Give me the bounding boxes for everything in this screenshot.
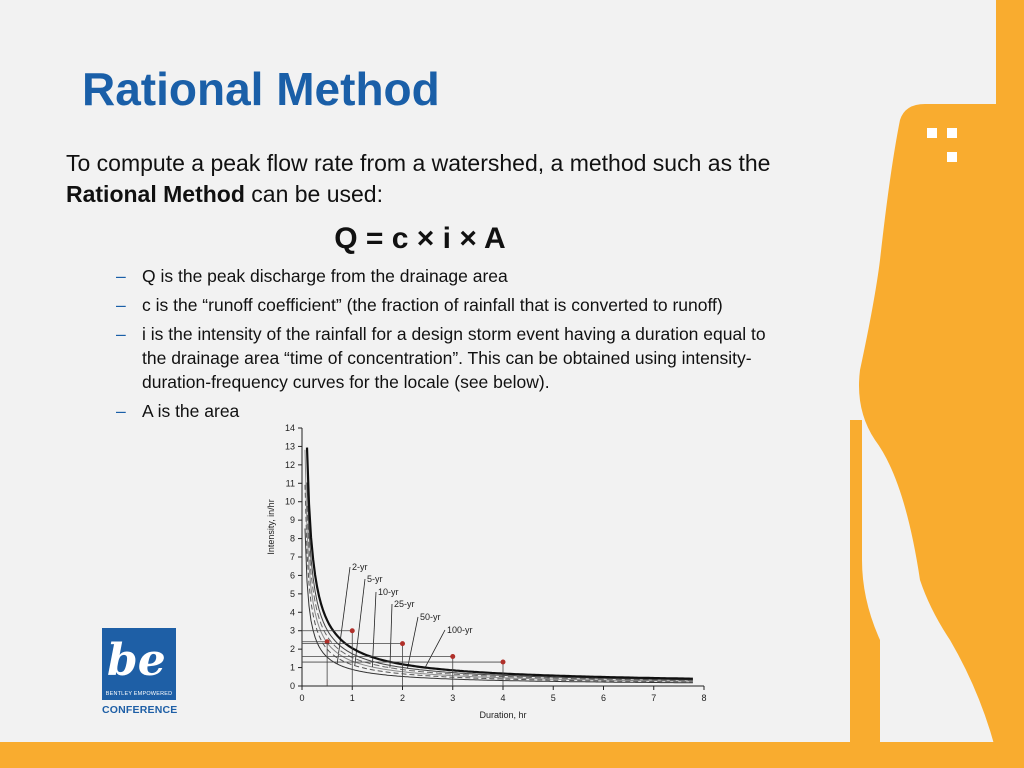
y-tick-label: 0 bbox=[289, 681, 295, 691]
bullet-item bbox=[112, 293, 792, 317]
logo-subtitle: BENTLEY EMPOWERED bbox=[103, 691, 175, 697]
y-tick-label: 10 bbox=[284, 496, 295, 507]
data-point-marker bbox=[501, 660, 506, 665]
x-tick-label: 3 bbox=[450, 693, 456, 703]
series-leader-line bbox=[408, 617, 418, 668]
logo-badge bbox=[102, 628, 176, 700]
bullet-list bbox=[112, 264, 792, 428]
x-tick-label: 4 bbox=[500, 693, 506, 703]
bullet-marker: – bbox=[116, 324, 126, 344]
data-point-marker bbox=[350, 628, 355, 633]
y-tick-label: 8 bbox=[289, 533, 295, 544]
bullet-marker: – bbox=[116, 266, 126, 286]
bullet-text: c is the “runoff coefficient” (the fraction of rainfall that is converted to runoff) bbox=[142, 295, 723, 315]
data-point-marker bbox=[450, 654, 455, 659]
x-tick-label: 2 bbox=[399, 693, 406, 703]
series-label: 2-yr bbox=[352, 562, 368, 572]
idf-chart bbox=[262, 420, 722, 725]
y-tick-label: 13 bbox=[284, 441, 295, 452]
bullet-marker: – bbox=[116, 295, 126, 315]
intro-text-end: can be used: bbox=[244, 181, 383, 207]
series-line-2-yr bbox=[305, 529, 693, 683]
intro-text-start: To compute a peak flow rate from a watershed, a method such as the bbox=[66, 150, 771, 176]
intro-text-bold: Rational Method bbox=[66, 181, 245, 207]
bullet-text: i is the intensity of the rainfall for a design storm event having a duration equal to the drainage area “time of concentration”. This can be obtained using intensity-duration-frequency curves for the locale (see below). bbox=[142, 324, 766, 392]
x-tick-label: 6 bbox=[600, 693, 607, 703]
series-leader-line bbox=[390, 604, 392, 668]
y-tick-label: 4 bbox=[289, 607, 295, 618]
white-window-square bbox=[947, 128, 957, 138]
logo-mark: be bbox=[107, 635, 166, 686]
series-label: 5-yr bbox=[367, 574, 383, 584]
y-tick-label: 11 bbox=[285, 478, 295, 489]
series-label: 10-yr bbox=[378, 587, 399, 597]
y-tick-label: 9 bbox=[289, 515, 295, 526]
orange-pillar-shape bbox=[850, 420, 880, 742]
y-tick-label: 12 bbox=[284, 459, 295, 470]
y-tick-label: 3 bbox=[289, 625, 295, 636]
data-point-marker bbox=[400, 641, 405, 646]
series-label: 25-yr bbox=[394, 599, 415, 609]
x-tick-label: 8 bbox=[701, 693, 707, 703]
series-leader-line bbox=[337, 567, 350, 664]
intro-paragraph bbox=[66, 148, 806, 210]
series-label: 50-yr bbox=[420, 612, 441, 622]
bullet-marker: – bbox=[116, 401, 126, 421]
x-tick-label: 7 bbox=[651, 693, 657, 703]
series-leader-line bbox=[372, 592, 376, 667]
y-tick-label: 1 bbox=[289, 662, 295, 673]
bullet-text: Q is the peak discharge from the drainage area bbox=[142, 266, 508, 286]
orange-tower-shape bbox=[996, 0, 1024, 110]
orange-building-shape bbox=[859, 104, 1024, 768]
y-tick-label: 2 bbox=[289, 644, 295, 655]
bottom-orange-band bbox=[0, 742, 1024, 768]
x-axis-label: Duration, hr bbox=[479, 710, 527, 720]
bullet-item bbox=[112, 322, 792, 394]
conference-logo bbox=[102, 628, 176, 720]
x-tick-label: 1 bbox=[349, 693, 355, 703]
y-axis-label: Intensity, in/hr bbox=[266, 499, 276, 555]
bullet-text: A is the area bbox=[142, 401, 240, 421]
y-tick-label: 14 bbox=[284, 423, 295, 433]
series-label: 100-yr bbox=[447, 625, 473, 635]
bullet-item bbox=[112, 264, 792, 288]
y-tick-label: 5 bbox=[289, 588, 295, 599]
slide-title: Rational Method bbox=[82, 63, 440, 115]
y-tick-label: 6 bbox=[289, 570, 295, 581]
white-window-square bbox=[947, 152, 957, 162]
formula: Q = c × i × A bbox=[334, 222, 506, 255]
x-tick-label: 5 bbox=[550, 693, 556, 703]
white-window-square bbox=[927, 128, 937, 138]
x-tick-label: 0 bbox=[299, 693, 305, 703]
logo-wordmark: CONFERENCE bbox=[102, 704, 178, 716]
series-line-5-yr bbox=[305, 485, 693, 682]
y-tick-label: 7 bbox=[289, 552, 295, 562]
